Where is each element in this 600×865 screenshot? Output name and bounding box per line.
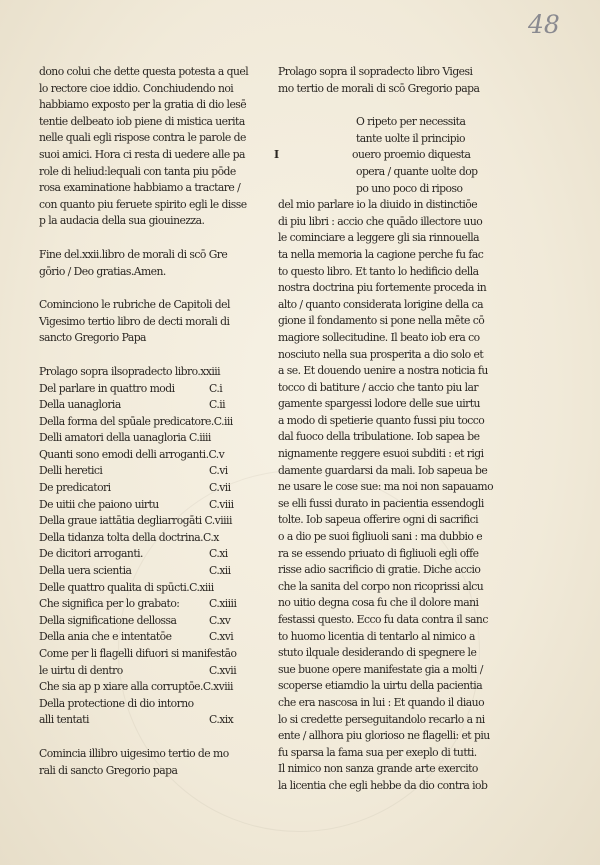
text-line: a modo di spetierie quanto fussi piu tocco <box>278 413 485 427</box>
toc-title: Prolago sopra ilsopradecto libro.xxiii <box>39 364 221 378</box>
toc-chapter: C.xiiii <box>209 597 237 611</box>
toc-entry <box>39 696 261 713</box>
toc-title: Che sia ap p xiare alla corruptōe.C.xviii <box>39 680 233 694</box>
text-line: ne usare le cose sue: ma noi non sapauamo <box>278 480 494 494</box>
text-line: gione il fondamento si pone nella mēte cō <box>278 314 485 328</box>
text-line: to huomo licentia di tentarlo al nimico a <box>278 629 475 643</box>
text-line: po uno poco di riposo <box>356 181 463 195</box>
text-line: se elli fussi durato in pacientia essendogli <box>278 496 484 510</box>
text-line: suoi amici. Hora ci resta di uedere alle pa <box>39 147 245 161</box>
table-of-contents <box>39 364 261 729</box>
text-line: tentie delbeato iob piene di mistica uerita <box>39 114 245 128</box>
text-line: ra se essendo priuato di figliuoli egli offe <box>278 546 479 560</box>
toc-title: Della significatione dellossa <box>39 613 177 627</box>
text-line: tolte. Iob sapeua offerire ogni di sacrifici <box>278 513 479 527</box>
initial-letter: I <box>274 148 279 162</box>
text-line: scoperse etiamdio la uirtu della pacientia <box>278 679 483 693</box>
toc-chapter: C.vii <box>209 481 231 495</box>
text-line: nignamente reggere esuoi subditi : et rigi <box>278 447 484 461</box>
toc-entry <box>39 629 261 646</box>
toc-entry <box>39 463 261 480</box>
toc-chapter: C.xv <box>209 613 231 627</box>
text-line: lo si credette perseguitandolo recarlo a ni <box>278 712 485 726</box>
toc-title: Delli heretici <box>39 464 103 478</box>
toc-entry <box>39 679 261 696</box>
text-line: nostra doctrina piu fortemente proceda in <box>278 281 487 295</box>
left-column <box>39 64 261 779</box>
text-line: le cominciare a leggere gli sia rinnouella <box>278 231 480 245</box>
toc-chapter: C.xvi <box>209 630 234 644</box>
toc-entry <box>39 480 261 497</box>
toc-entry <box>39 497 261 514</box>
prologue-body <box>278 197 496 794</box>
text-line: p la audacia della sua giouinezza. <box>39 214 205 228</box>
toc-title: Delle quattro qualita di spūcti.C.xiii <box>39 580 214 594</box>
toc-entry <box>39 530 261 547</box>
toc-entry <box>39 414 261 431</box>
text-line: fu sparsa la fama sua per exeplo di tutti. <box>278 745 477 759</box>
text-line: opera / quante uolte dop <box>356 164 478 178</box>
toc-entry <box>39 712 261 729</box>
text-line: ente / allhora piu glorioso ne flagelli: et piu <box>278 729 490 743</box>
text-line: Prolago sopra il sopradecto libro Vigesi <box>278 65 473 78</box>
text-line: lo rectore cioe iddio. Conchiudendo noi <box>39 81 234 95</box>
text-line: Comincia illibro uigesimo tertio de mo <box>39 746 229 760</box>
toc-title: Della graue iattātia degliarrogāti C.viiii <box>39 514 232 528</box>
toc-chapter: C.xvii <box>209 663 237 677</box>
right-column <box>274 64 496 795</box>
closing-paragraph <box>39 64 261 230</box>
toc-entry <box>39 663 261 680</box>
toc-entry <box>39 580 261 597</box>
text-line: mo tertio de morali di scō Gregorio papa <box>278 81 480 95</box>
toc-title: De uitii che paiono uirtu <box>39 497 159 511</box>
toc-title: Delli amatori della uanagloria C.iiii <box>39 431 211 445</box>
toc-entry <box>39 430 261 447</box>
text-line: gōrio / Deo gratias.Amen. <box>39 264 166 278</box>
text-line: alto / quanto considerata lorigine della ca <box>278 297 483 311</box>
toc-title: le uirtu di dentro <box>39 663 123 677</box>
text-line: ta nella memoria la cagione perche fu fac <box>278 247 484 261</box>
text-line: Cominciono le rubriche de Capitoli del <box>39 298 230 312</box>
text-line: che era nascosa in lui : Et quando il diauo <box>278 695 485 709</box>
toc-entry <box>39 513 261 530</box>
explicit <box>39 247 261 280</box>
text-line: tante uolte il principio <box>356 131 465 145</box>
toc-title: Della tidanza tolta della doctrina.C.x <box>39 530 219 544</box>
toc-entry <box>39 397 261 414</box>
text-line: festassi questo. Ecco fu data contra il sanc <box>278 613 488 626</box>
text-line: damente guardarsi da mali. Iob sapeua be <box>278 463 488 477</box>
rubric-heading <box>39 297 261 347</box>
text-line: magiore sollecitudine. Il beato iob era co <box>278 330 480 344</box>
text-line: a se. Et douendo uenire a nostra noticia fu <box>278 364 488 378</box>
toc-title: Della uera scientia <box>39 564 132 578</box>
text-line: o a dio pe suoi figliuoli sani : ma dubbio e <box>278 530 483 544</box>
toc-title: De predicatori <box>39 481 111 495</box>
toc-title: alli tentati <box>39 713 89 727</box>
text-line: rosa examinatione habbiamo a tractare / <box>39 181 241 195</box>
text-line: che la sanita del corpo non ricoprissi alcu <box>278 579 484 593</box>
toc-chapter: C.xi <box>209 547 228 561</box>
text-line: to questo libro. Et tanto lo hedificio della <box>278 264 479 278</box>
text-line: rali di sancto Gregorio papa <box>39 763 178 777</box>
toc-title: Della forma del spūale predicatore.C.iii <box>39 414 233 428</box>
toc-entry <box>39 447 261 464</box>
indented-opening <box>274 114 496 197</box>
toc-title: Che significa per lo grabato: <box>39 597 180 611</box>
text-line: risse adio sacrificio di gratie. Diche accio <box>278 563 481 577</box>
toc-title: Della uanagloria <box>39 398 121 412</box>
text-line: con quanto piu feruete spirito egli le disse <box>39 197 247 211</box>
text-line <box>274 147 496 164</box>
toc-title: Della ania che e intentatōe <box>39 630 172 644</box>
toc-entry <box>39 613 261 630</box>
text-line: nosciuto nella sua prosperita a dio solo et <box>278 347 484 361</box>
toc-chapter: C.vi <box>209 464 228 478</box>
prologue-title <box>278 64 496 97</box>
text-line: la licentia che egli hebbe da dio contra iob <box>278 778 488 792</box>
text-span: ouero proemio diquesta <box>352 148 471 162</box>
toc-chapter: C.i <box>209 381 223 395</box>
toc-title: De dicitori arroganti. <box>39 547 143 561</box>
text-line: nelle quali egli rispose contra le parole de <box>39 131 246 145</box>
text-line: sue buone opere manifestate gia a molti / <box>278 662 483 676</box>
toc-entry <box>39 546 261 563</box>
toc-entry <box>39 596 261 613</box>
text-line: role di heliud:lequali con tanta piu pōde <box>39 164 236 178</box>
toc-title: Del parlare in quattro modi <box>39 381 175 395</box>
text-line: del mio parlare io la diuido in distinctiōe <box>278 198 478 212</box>
toc-chapter: C.viii <box>209 497 234 511</box>
text-line: habbiamo exposto per la gratia di dio lesē <box>39 98 247 112</box>
toc-title: Quanti sono emodi delli arroganti.C.v <box>39 447 225 461</box>
text-line: stuto ilquale desiderando di spegnere le <box>278 646 477 660</box>
toc-chapter: C.xix <box>209 713 234 727</box>
toc-entry <box>39 563 261 580</box>
text-line: Il nimico non sanza grande arte exercito <box>278 762 478 776</box>
toc-entry <box>39 646 261 663</box>
toc-entry <box>39 381 261 398</box>
text-line: tocco di batiture / accio che tanto piu lar <box>278 380 479 394</box>
text-line: Vigesimo tertio libro de decti morali di <box>39 314 230 328</box>
toc-title: Come per li flagelli difuori si manifestāo <box>39 647 237 660</box>
incipit <box>39 746 261 779</box>
toc-chapter: C.xii <box>209 564 231 578</box>
text-line: dono colui che dette questa potesta a quel <box>39 65 249 78</box>
text-line: O ripeto per necessita <box>356 115 466 129</box>
toc-chapter: C.ii <box>209 398 226 412</box>
text-line: sancto Gregorio Papa <box>39 331 146 345</box>
folio-number: 48 <box>528 10 560 39</box>
text-line: di piu libri : accio che quādo illectore uuo <box>278 214 483 228</box>
text-line: Fine del.xxii.libro de morali di scō Gre <box>39 247 228 261</box>
toc-entry <box>39 364 261 381</box>
text-line: gamente spargessi lodore delle sue uirtu <box>278 397 480 411</box>
text-line: dal fuoco della tribulatione. Iob sapea be <box>278 430 480 444</box>
toc-title: Della protectione di dio intorno <box>39 696 194 710</box>
text-line: no uitio degna cosa fu che il dolore mani <box>278 596 479 610</box>
